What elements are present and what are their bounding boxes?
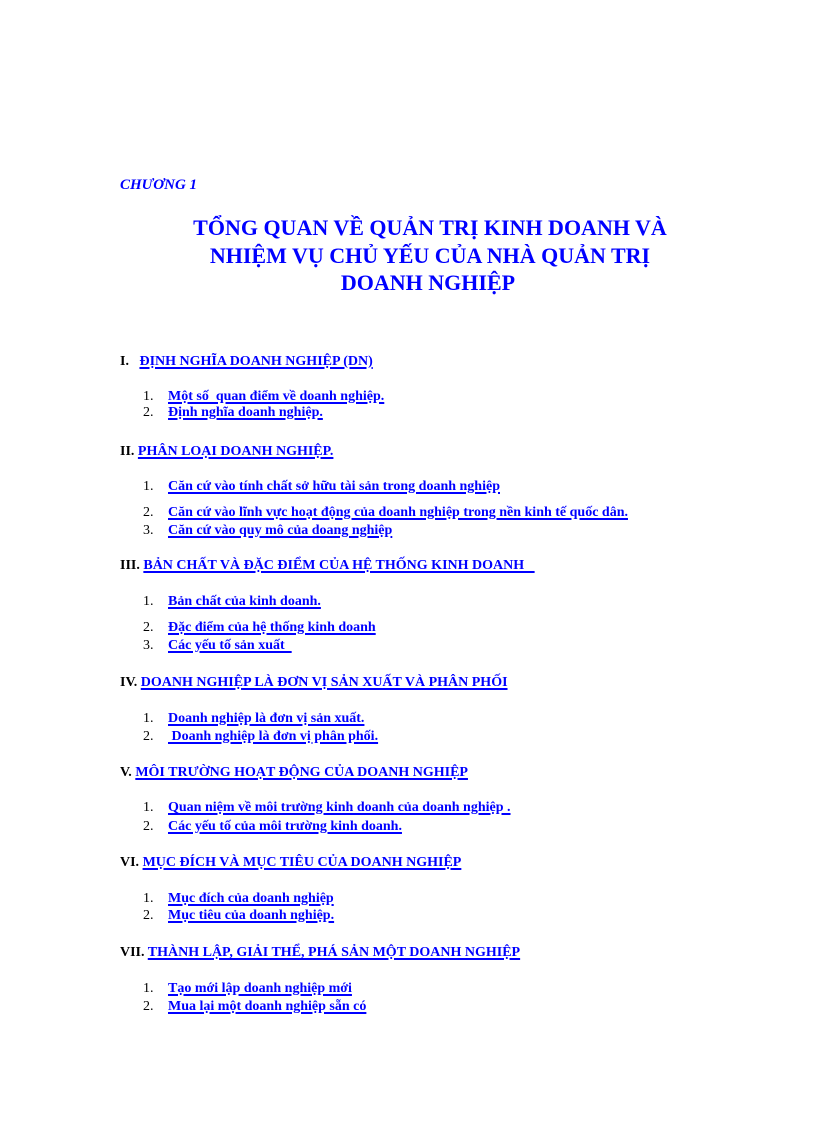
section-heading [120, 854, 461, 872]
chapter-title-line-2: NHIỆM VỤ CHỦ YẾU CỦA NHÀ QUẢN TRỊ [209, 243, 651, 268]
section-numeral: IV. [120, 675, 138, 690]
toc-item-link[interactable]: Mua lại một doanh nghiệp sẵn có [168, 999, 367, 1014]
toc-item-link[interactable]: Định nghĩa doanh nghiệp. [168, 405, 323, 420]
toc-item [168, 998, 366, 1016]
section-link[interactable]: PHÂN LOẠI DOANH NGHIỆP. [137, 444, 334, 459]
toc-item [168, 710, 364, 728]
item-number: 2. [143, 819, 154, 834]
toc-item-link[interactable]: Doanh nghiệp là đơn vị sản xuất. [168, 711, 365, 726]
item-number: 2. [143, 620, 154, 635]
section-numeral: II. [120, 444, 135, 459]
section-numeral: VI. [120, 855, 140, 870]
section-numeral: III. [120, 558, 140, 573]
item-number: 1. [143, 389, 154, 404]
item-number: 3. [143, 638, 154, 653]
item-number: 3. [143, 523, 154, 538]
toc-item [168, 907, 334, 925]
section-link[interactable]: BẢN CHẤT VÀ ĐẶC ĐIỂM CỦA HỆ THỐNG KINH DOANH [143, 558, 535, 573]
toc-item-link[interactable]: Căn cứ vào quy mô của doang nghiệp [168, 523, 393, 538]
toc-item-link[interactable]: Đặc điểm của hệ thống kinh doanh [168, 620, 376, 635]
toc-item [168, 478, 500, 496]
section-link[interactable]: ĐỊNH NGHĨA DOANH NGHIỆP (DN) [139, 354, 373, 369]
section-heading [120, 944, 520, 962]
toc-item-link[interactable]: Quan niệm về môi trường kinh doanh của doanh nghiệp . [168, 800, 511, 815]
toc-item-link[interactable]: Tạo mới lập doanh nghiệp mới [168, 981, 352, 996]
toc-item [168, 980, 352, 998]
toc-item [168, 890, 334, 908]
section-numeral: VII. [120, 945, 145, 960]
toc-item [168, 404, 323, 422]
section-heading [120, 764, 468, 782]
toc-item [168, 799, 511, 817]
item-number: 2. [143, 505, 154, 520]
toc-item-link[interactable]: Căn cứ vào tính chất sở hữu tài sản trong doanh nghiệp [168, 479, 500, 494]
item-number: 2. [143, 405, 154, 420]
item-number: 2. [143, 908, 154, 923]
item-number: 1. [143, 800, 154, 815]
item-number: 1. [143, 594, 154, 609]
item-number: 1. [143, 981, 154, 996]
item-number: 1. [143, 479, 154, 494]
toc-item-link[interactable]: Các yếu tố của môi trường kinh doanh. [168, 819, 402, 834]
chapter-title-line-1: TỔNG QUAN VỀ QUẢN TRỊ KINH DOANH VÀ [193, 215, 667, 240]
toc-item-link[interactable]: Căn cứ vào lĩnh vực hoạt động của doanh nghiệp trong nền kinh tế quốc dân. [168, 505, 628, 520]
toc-item-link[interactable]: Mục đích của doanh nghiệp [168, 891, 334, 906]
toc-item [168, 619, 376, 637]
toc-item [168, 728, 378, 746]
toc-item-link[interactable]: Các yếu tố sản xuất [168, 638, 292, 653]
section-heading [120, 674, 508, 692]
toc-item [168, 522, 392, 540]
toc-item [168, 637, 292, 655]
toc-item-link[interactable]: Mục tiêu của doanh nghiệp. [168, 908, 335, 923]
section-link[interactable]: MỤC ĐÍCH VÀ MỤC TIÊU CỦA DOANH NGHIỆP [142, 855, 462, 870]
section-numeral: I. [120, 354, 129, 369]
toc-item-link[interactable]: Bản chất của kinh doanh. [168, 594, 321, 609]
toc-item-link[interactable]: Doanh nghiệp là đơn vị phân phối. [168, 729, 379, 744]
section-link[interactable]: MÔI TRƯỜNG HOẠT ĐỘNG CỦA DOANH NGHIỆP [135, 765, 468, 780]
section-numeral: V. [120, 765, 132, 780]
toc-item-link[interactable]: Một số quan điểm về doanh nghiệp. [168, 389, 385, 404]
section-link[interactable]: THÀNH LẬP, GIẢI THỂ, PHÁ SẢN MỘT DOANH NGHIỆP [147, 945, 521, 960]
toc-item [168, 818, 402, 836]
item-number: 2. [143, 729, 154, 744]
chapter-label: CHƯƠNG 1 [120, 177, 198, 193]
item-number: 1. [143, 711, 154, 726]
section-link[interactable]: DOANH NGHIỆP LÀ ĐƠN VỊ SẢN XUẤT VÀ PHÂN PHỐI [140, 675, 508, 690]
section-heading [120, 353, 373, 371]
toc-item [168, 593, 321, 611]
section-heading [120, 557, 535, 575]
item-number: 1. [143, 891, 154, 906]
toc-item [168, 504, 628, 522]
chapter-title-line-3: DOANH NGHIỆP [340, 270, 516, 295]
section-heading [120, 443, 333, 461]
item-number: 2. [143, 999, 154, 1014]
